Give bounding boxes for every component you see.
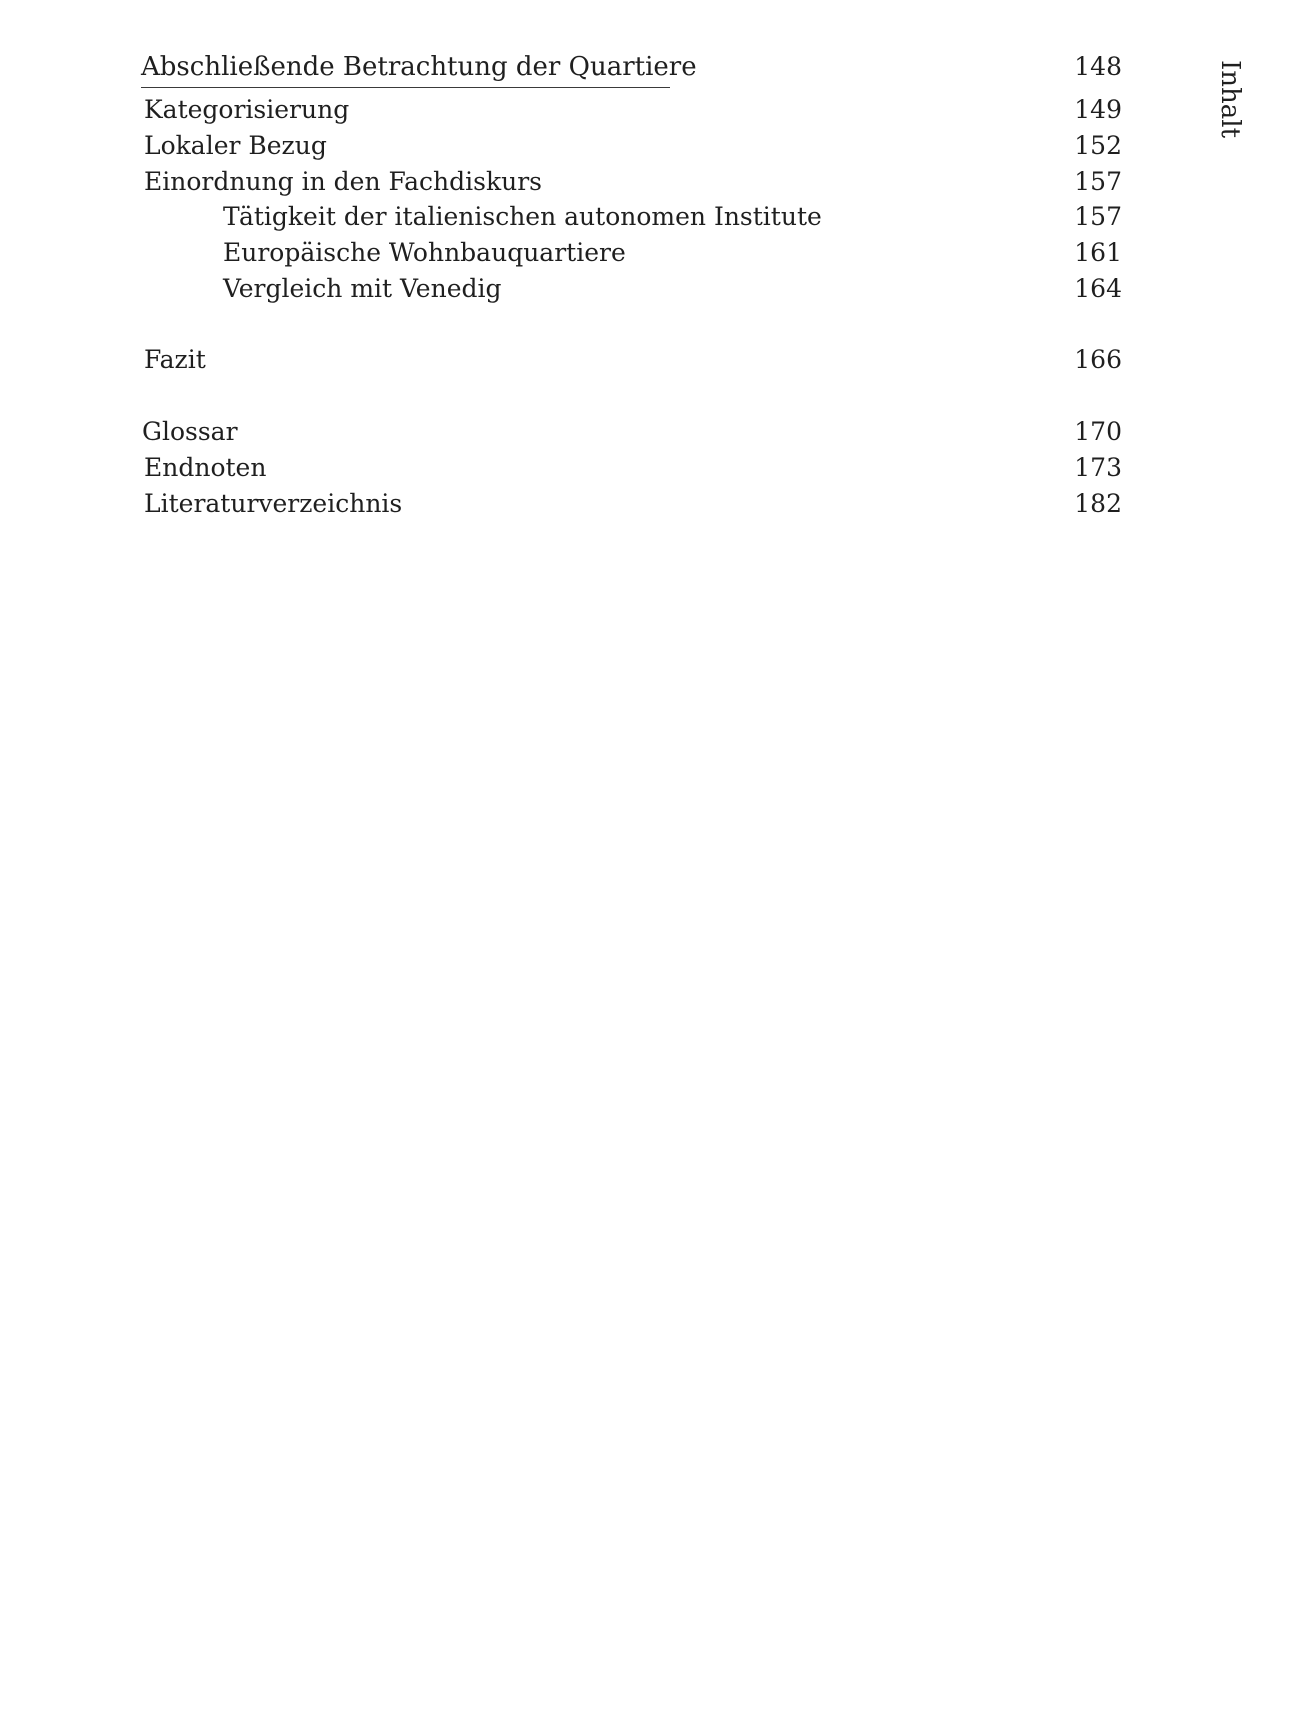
toc-entry-title: Glossar <box>142 417 238 446</box>
toc-entry-page: 152 <box>1074 131 1122 160</box>
toc-entry[interactable] <box>0 129 1300 163</box>
running-head: Inhalt <box>1215 60 1245 139</box>
toc-entry[interactable] <box>0 93 1300 127</box>
toc-entry[interactable] <box>0 343 1300 377</box>
section-page-number: 148 <box>1074 52 1122 81</box>
section-heading[interactable] <box>141 47 697 91</box>
toc-entry-page: 170 <box>1074 417 1122 446</box>
toc-entry-title: Kategorisierung <box>144 95 350 124</box>
toc-subentry-page: 157 <box>1074 202 1122 231</box>
toc-entry[interactable] <box>0 487 1300 521</box>
toc-subentry-page: 161 <box>1074 238 1122 267</box>
toc-subentry-title: Tätigkeit der italienischen autonomen Institute <box>223 202 822 231</box>
toc-entry-title: Endnoten <box>144 453 267 482</box>
toc-entry-page: 182 <box>1074 489 1122 518</box>
toc-subentry-title: Europäische Wohnbauquartiere <box>223 238 626 267</box>
toc-subentry[interactable] <box>0 200 1300 234</box>
toc-subentry[interactable] <box>0 236 1300 270</box>
toc-entry-title: Einordnung in den Fachdiskurs <box>144 167 543 196</box>
toc-entry-page: 166 <box>1074 345 1122 374</box>
toc-entry-title: Fazit <box>144 345 206 374</box>
toc-entry[interactable] <box>0 451 1300 485</box>
toc-entry-page: 149 <box>1074 95 1122 124</box>
toc-entry-page: 157 <box>1074 167 1122 196</box>
toc-subentry[interactable] <box>0 272 1300 306</box>
section-underline <box>141 87 670 88</box>
toc-entry-title: Lokaler Bezug <box>144 131 327 160</box>
toc-entry-title: Literaturverzeichnis <box>144 489 403 518</box>
toc-entry[interactable] <box>0 415 1300 449</box>
toc-subentry-page: 164 <box>1074 274 1122 303</box>
section-title: Abschließende Betrachtung der Quartiere <box>141 52 697 82</box>
toc-entry[interactable] <box>0 165 1300 199</box>
toc-subentry-title: Vergleich mit Venedig <box>223 274 502 303</box>
toc-entry-page: 173 <box>1074 453 1122 482</box>
